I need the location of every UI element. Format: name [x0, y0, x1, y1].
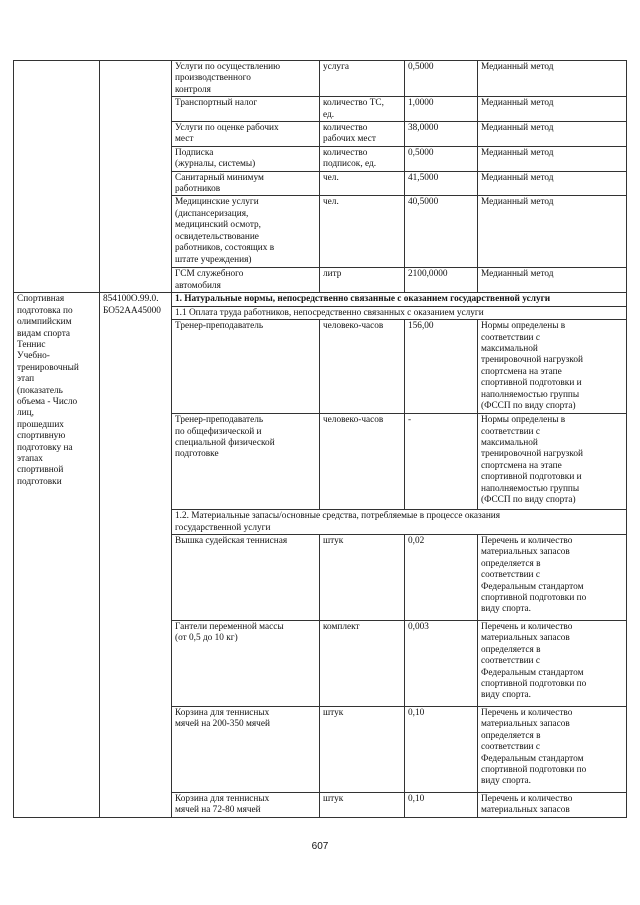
- norm-value: 40,5000: [405, 196, 478, 268]
- norm-value: 0,02: [405, 534, 478, 620]
- norm-value: 0,10: [405, 706, 478, 792]
- norm-name: Тренер-преподаватель по общефизической и специальной физической подготовке: [172, 414, 320, 510]
- service-code: 854100О.99.0. БО52АА45000: [100, 293, 172, 817]
- norm-name: Услуги по осуществлению производственного контроля: [172, 61, 320, 97]
- norm-method: Медианный метод: [478, 268, 627, 293]
- table-row: [14, 61, 627, 97]
- section-1-header: 1. Натуральные нормы, непосредственно связанные с оказанием государственной услуги: [172, 293, 627, 306]
- norm-unit: количество ТС, ед.: [320, 97, 405, 122]
- norm-unit: количество подписок, ед.: [320, 146, 405, 171]
- norm-name: Услуги по оценке рабочих мест: [172, 122, 320, 147]
- norm-unit: чел.: [320, 196, 405, 268]
- norm-name: Вышка судейская теннисная: [172, 534, 320, 620]
- norm-method: Медианный метод: [478, 146, 627, 171]
- section-row: [14, 293, 627, 306]
- norm-unit: чел.: [320, 171, 405, 196]
- norm-name: Корзина для теннисных мячей на 200-350 мячей: [172, 706, 320, 792]
- service-name: Спортивная подготовка по олимпийским видам спорта Теннис Учебно- тренировочный этап (показатель объема - Число лиц, прошедших спортивную подготовку на этапах спортивной подготовки: [14, 293, 100, 817]
- service-code-cell-empty: [100, 61, 172, 293]
- norm-method: Медианный метод: [478, 61, 627, 97]
- norm-unit: штук: [320, 534, 405, 620]
- norm-name: ГСМ служебного автомобиля: [172, 268, 320, 293]
- norm-value: 1,0000: [405, 97, 478, 122]
- norm-name: Санитарный минимум работников: [172, 171, 320, 196]
- section-1-1-header: 1.1 Оплата труда работников, непосредственно связанных с оказанием услуги: [172, 306, 627, 319]
- norm-value: 0,5000: [405, 146, 478, 171]
- section-1-2-header: 1.2. Материальные запасы/основные средства, потребляемые в процессе оказания государственной услуги: [172, 510, 627, 535]
- norm-name: Подписка (журналы, системы): [172, 146, 320, 171]
- norm-value: 0,003: [405, 620, 478, 706]
- norm-unit: комплект: [320, 620, 405, 706]
- norm-value: 156,00: [405, 320, 478, 414]
- norm-method: Перечень и количество материальных запасов определяется в соответствии с Федеральным стандартом спортивной подготовки по виду спорта.: [478, 534, 627, 620]
- page-number: 607: [311, 841, 329, 852]
- norm-value: 38,0000: [405, 122, 478, 147]
- norm-method: Медианный метод: [478, 171, 627, 196]
- norm-name: Транспортный налог: [172, 97, 320, 122]
- norm-name: Гантели переменной массы (от 0,5 до 10 кг): [172, 620, 320, 706]
- norm-unit: человеко-часов: [320, 414, 405, 510]
- norm-name: Корзина для теннисных мячей на 72-80 мячей: [172, 792, 320, 817]
- norm-value: 0,10: [405, 792, 478, 817]
- norm-value: 2100,0000: [405, 268, 478, 293]
- norm-method: Перечень и количество материальных запасов: [478, 792, 627, 817]
- norm-unit: количество рабочих мест: [320, 122, 405, 147]
- norm-method: Медианный метод: [478, 97, 627, 122]
- norm-method: Нормы определены в соответствии с максимальной тренировочной нагрузкой спортсмена на этапе спортивной подготовки и наполняемостью группы (ФССП по виду спорта): [478, 414, 627, 510]
- norm-unit: штук: [320, 792, 405, 817]
- norm-method: Перечень и количество материальных запасов определяется в соответствии с Федеральным стандартом спортивной подготовки по виду спорта.: [478, 620, 627, 706]
- norm-unit: человеко-часов: [320, 320, 405, 414]
- norm-value: 41,5000: [405, 171, 478, 196]
- norm-method: Нормы определены в соответствии с максимальной тренировочной нагрузкой спортсмена на этапе спортивной подготовки и наполняемостью группы (ФССП по виду спорта): [478, 320, 627, 414]
- norm-value: 0,5000: [405, 61, 478, 97]
- norm-unit: услуга: [320, 61, 405, 97]
- norms-table: [13, 60, 627, 818]
- norm-name: Тренер-преподаватель: [172, 320, 320, 414]
- norm-method: Медианный метод: [478, 122, 627, 147]
- norm-method: Медианный метод: [478, 196, 627, 268]
- norm-name: Медицинские услуги (диспансеризация, медицинский осмотр, освидетельствование работников, состоящих в штате учреждения): [172, 196, 320, 268]
- norm-unit: штук: [320, 706, 405, 792]
- norm-unit: литр: [320, 268, 405, 293]
- norm-method: Перечень и количество материальных запасов определяется в соответствии с Федеральным стандартом спортивной подготовки по виду спорта.: [478, 706, 627, 792]
- norm-value: -: [405, 414, 478, 510]
- service-name-cell-empty: [14, 61, 100, 293]
